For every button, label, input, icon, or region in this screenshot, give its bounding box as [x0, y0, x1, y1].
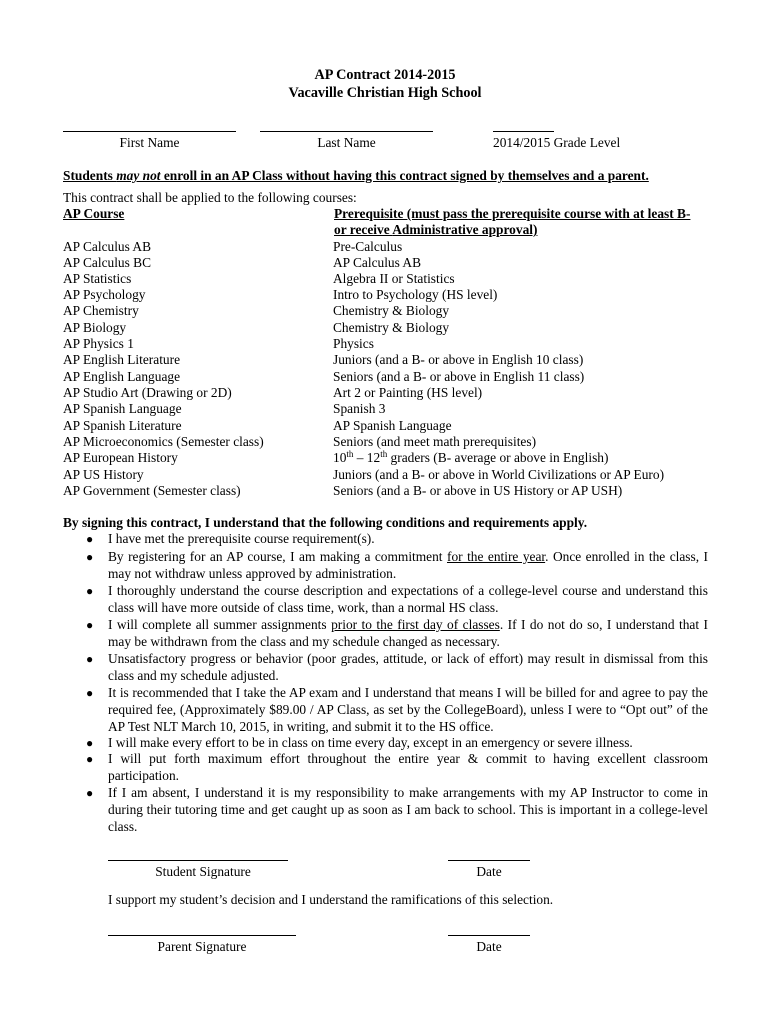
notice-emphasis: may not	[116, 168, 161, 183]
condition-item: ● By registering for an AP course, I am making a commitment for the entire year. Once enrolled in the class, I may not withdraw unless approved by administration.	[86, 549, 708, 581]
conditions-heading: By signing this contract, I understand that the following conditions and requirements apply.	[63, 515, 588, 530]
student-date-line[interactable]	[448, 860, 530, 861]
intro-text: This contract shall be applied to the following courses:	[63, 190, 357, 205]
table-row: AP Government (Semester class) Seniors (and a B- or above in US History or AP USH)	[63, 483, 623, 498]
student-date-label: Date	[476, 864, 502, 879]
student-signature-label: Student Signature	[155, 864, 251, 879]
last-name-label: Last Name	[317, 135, 376, 150]
enrollment-notice: Students may not enroll in an AP Class without having this contract signed by themselves and a parent.	[63, 168, 649, 183]
table-row: AP Statistics Algebra II or Statistics	[63, 271, 455, 286]
first-name-label: First Name	[119, 135, 180, 150]
course-column-header: AP Course	[63, 206, 125, 221]
bullet-icon: ●	[86, 736, 94, 750]
table-row: AP Calculus AB Pre-Calculus	[63, 239, 403, 254]
bullet-icon: ●	[86, 652, 94, 666]
condition-item: ● If I am absent, I understand it is my responsibility to make arrangements with my AP Instructor to come in during their tutoring time and get caught up as soon as I am back to school. This is important in a college-level class.	[86, 785, 708, 834]
bullet-icon: ●	[86, 618, 94, 632]
parent-signature-line[interactable]	[108, 935, 296, 936]
european-history-prereq: 10th – 12th graders (B- average or above in English)	[333, 449, 609, 465]
condition-item: ● I will put forth maximum effort throughout the entire year & commit to having excellent classroom participation.	[86, 751, 708, 783]
table-row: AP Calculus BC AP Calculus AB	[63, 255, 422, 270]
first-name-line[interactable]	[63, 131, 236, 132]
condition-item: ● I have met the prerequisite course requirement(s).	[86, 531, 375, 546]
grade-level-label: 2014/2015 Grade Level	[493, 135, 621, 150]
table-row: AP Microeconomics (Semester class) Seniors (and meet math prerequisites)	[63, 434, 537, 449]
table-row: AP Biology Chemistry & Biology	[63, 320, 450, 335]
parent-support-statement: I support my student’s decision and I understand the ramifications of this selection.	[108, 892, 554, 907]
bullet-icon: ●	[86, 550, 94, 564]
table-row: AP Psychology Intro to Psychology (HS level)	[63, 287, 498, 302]
bullet-icon: ●	[86, 686, 94, 700]
condition-item: ● I will make every effort to be in class on time every day, except in an emergency or severe illness.	[86, 735, 633, 750]
table-row: AP Spanish Literature AP Spanish Language	[63, 418, 452, 433]
last-name-line[interactable]	[260, 131, 433, 132]
table-row: AP European History 10th – 12th graders (B- average or above in English)	[63, 449, 609, 465]
condition-item: ● I will complete all summer assignments prior to the first day of classes. If I do not do so, I understand that I may be withdrawn from the class and my schedule changed as necessary.	[86, 617, 708, 649]
student-signature-line[interactable]	[108, 860, 288, 861]
bullet-icon: ●	[86, 752, 94, 766]
prerequisite-column-header-2: or receive Administrative approval)	[334, 222, 538, 237]
parent-date-line[interactable]	[448, 935, 530, 936]
table-row: AP US History Juniors (and a B- or above in World Civilizations or AP Euro)	[63, 467, 665, 482]
condition-item: ● It is recommended that I take the AP exam and I understand that means I will be billed for and agree to pay the required fee, (Approximately $89.00 / AP Class, as set by the CollegeBoard), unless I were to “Opt out” of the AP Test NLT March 10, 2015, in writing, and submit it to the HS office.	[86, 685, 708, 734]
condition-item: ● Unsatisfactory progress or behavior (poor grades, attitude, or lack of effort) may result in dismissal from this class and my schedule adjusted.	[86, 651, 708, 683]
grade-level-line[interactable]	[493, 131, 554, 132]
table-row: AP English Literature Juniors (and a B- or above in English 10 class)	[63, 352, 584, 367]
document-title: AP Contract 2014-2015	[314, 67, 456, 83]
table-row: AP English Language Seniors (and a B- or above in English 11 class)	[63, 369, 585, 384]
bullet-icon: ●	[86, 786, 94, 800]
school-name: Vacaville Christian High School	[288, 85, 482, 101]
condition-item: ● I thoroughly understand the course description and expectations of a college-level course and understand this class will have more outside of class time, work, than a normal HS class.	[86, 583, 708, 615]
parent-signature-label: Parent Signature	[157, 939, 247, 954]
table-row: AP Physics 1 Physics	[63, 336, 374, 351]
table-row: AP Spanish Language Spanish 3	[63, 401, 386, 416]
table-row: AP Chemistry Chemistry & Biology	[63, 303, 450, 318]
parent-date-label: Date	[476, 939, 502, 954]
table-row: AP Studio Art (Drawing or 2D) Art 2 or Painting (HS level)	[63, 385, 483, 400]
bullet-icon: ●	[86, 584, 94, 598]
prerequisite-column-header: Prerequisite (must pass the prerequisite course with at least B-	[334, 206, 691, 221]
bullet-icon: ●	[86, 532, 94, 546]
